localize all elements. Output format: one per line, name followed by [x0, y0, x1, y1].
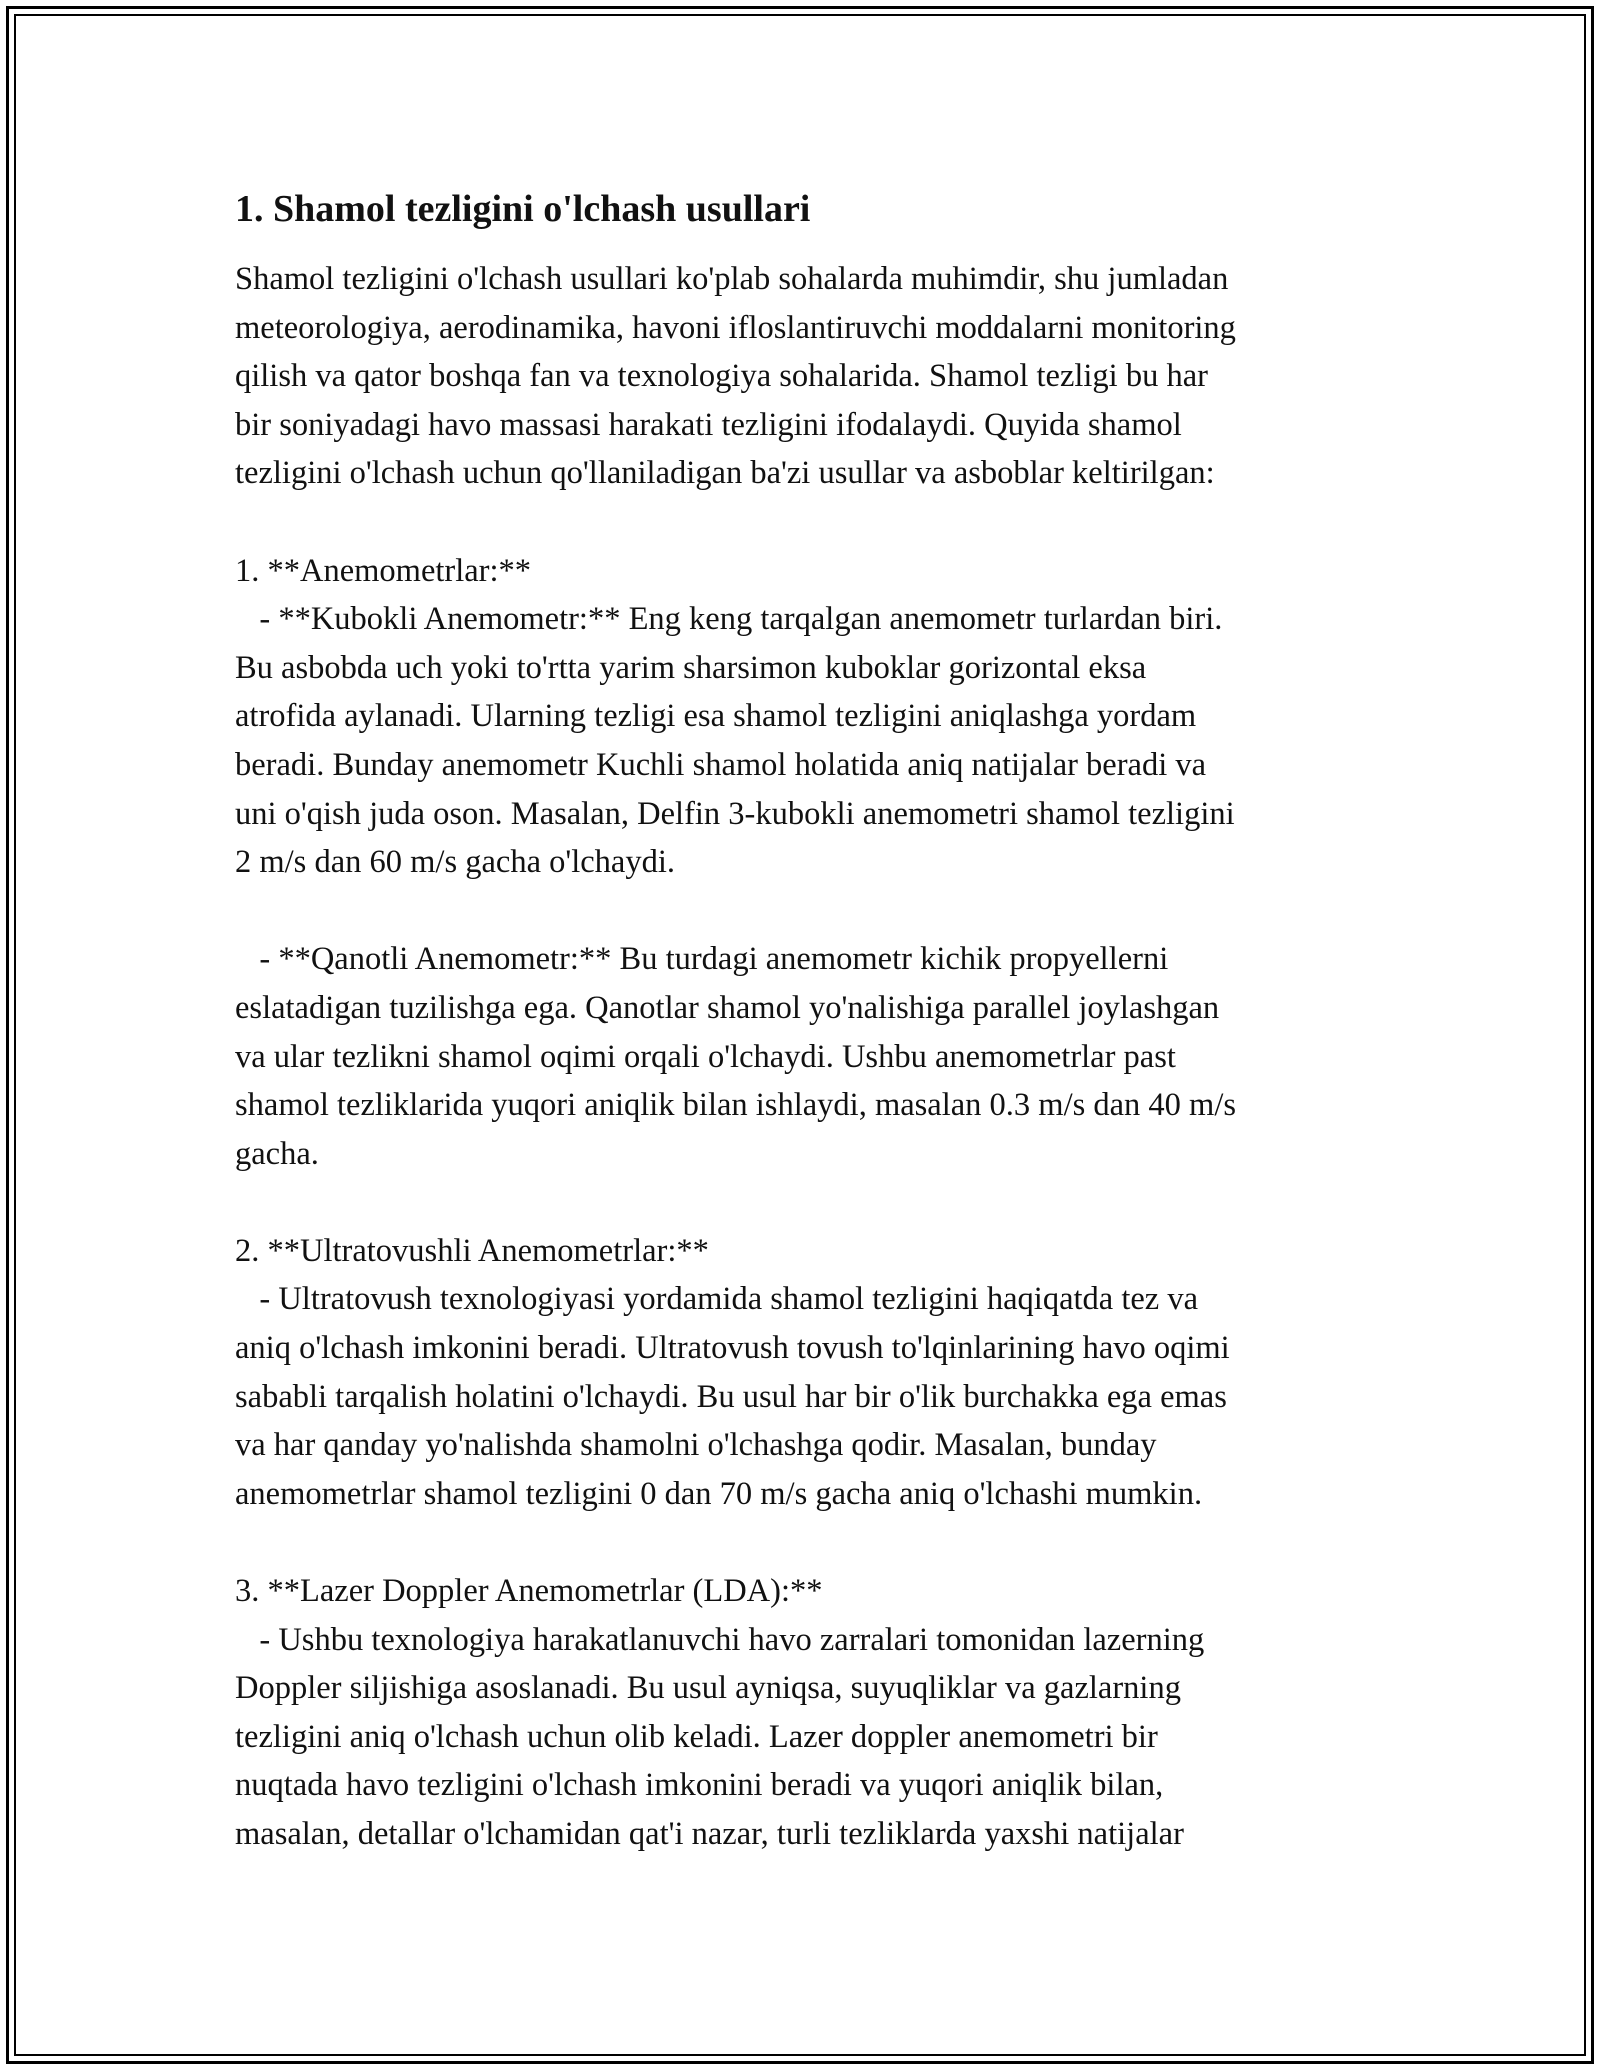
text-line: va har qanday yo'nalishda shamolni o'lchashga qodir. Masalan, bunday — [235, 1427, 1157, 1464]
text-line: nuqtada havo tezligini o'lchash imkonini beradi va yuqori aniqlik bilan, — [235, 1767, 1164, 1804]
text-line: tezligini aniq o'lchash uchun olib keladi. Lazer doppler anemometri bir — [235, 1718, 1158, 1755]
document-title: 1. Shamol tezligini o'lchash usullari — [235, 188, 811, 230]
text-line: atrofida aylanadi. Ularning tezligi esa shamol tezligini aniqlashga yordam — [235, 698, 1197, 735]
text-line: tezligini o'lchash uchun qo'llaniladigan ba'zi usullar va asboblar keltirilgan: — [235, 455, 1215, 492]
text-line: aniq o'lchash imkonini beradi. Ultratovush tovush to'lqinlarining havo oqimi — [235, 1330, 1230, 1367]
section-anemometers — [235, 547, 1375, 1179]
intro-paragraph — [235, 255, 1375, 498]
paragraph-gap — [235, 1178, 1375, 1227]
text-line: shamol tezliklarida yuqori aniqlik bilan ishlaydi, masalan 0.3 m/s dan 40 m/s — [235, 1087, 1237, 1124]
text-line: Shamol tezligini o'lchash usullari ko'plab sohalarda muhimdir, shu jumladan — [235, 261, 1229, 297]
text-line: va ular tezlikni shamol oqimi orqali o'lchaydi. Ushbu anemometrlar past — [235, 1038, 1176, 1075]
text-line: - Ushbu texnologiya harakatlanuvchi havo zarralari tomonidan lazerning — [235, 1621, 1205, 1658]
paragraph-gap — [235, 498, 1375, 547]
cup-anemometer-paragraph — [235, 595, 1375, 887]
text-line: uni o'qish juda oson. Masalan, Delfin 3-kubokli anemometri shamol tezligini — [235, 795, 1235, 832]
text-line: anemometrlar shamol tezligini 0 dan 70 m/s gacha aniq o'lchashi mumkin. — [235, 1475, 1203, 1512]
section-heading: 1. **Anemometrlar:** — [235, 552, 532, 589]
text-line: 2 m/s dan 60 m/s gacha o'lchaydi. — [235, 844, 676, 881]
section-ultrasonic — [235, 1227, 1375, 1519]
paragraph-gap — [235, 1518, 1375, 1567]
text-line: bir soniyadagi havo massasi harakati tezligini ifodalaydi. Quyida shamol — [235, 406, 1182, 443]
text-line: sababli tarqalish holatini o'lchaydi. Bu usul har bir o'lik burchakka ega emas — [235, 1378, 1227, 1415]
text-line: gacha. — [235, 1135, 319, 1172]
text-line: beradi. Bunday anemometr Kuchli shamol holatida aniq natijalar beradi va — [235, 746, 1207, 783]
section-heading: 2. **Ultratovushli Anemometrlar:** — [235, 1232, 709, 1269]
text-line: meteorologiya, aerodinamika, havoni ifloslantiruvchi moddalarni monitoring — [235, 309, 1236, 346]
vane-anemometer-paragraph — [235, 935, 1375, 1178]
text-line: - **Qanotli Anemometr:** Bu turdagi anemometr kichik propyellerni — [235, 941, 1169, 978]
document-page — [235, 185, 1375, 1859]
section-heading: 3. **Lazer Doppler Anemometrlar (LDA):** — [235, 1573, 823, 1610]
text-line: - Ultratovush texnologiyasi yordamida shamol tezligini haqiqatda tez va — [235, 1281, 1199, 1318]
text-line: - **Kubokli Anemometr:** Eng keng tarqalgan anemometr turlardan biri. — [235, 601, 1223, 638]
text-line: Doppler siljishiga asoslanadi. Bu usul ayniqsa, suyuqliklar va gazlarning — [235, 1670, 1181, 1707]
text-line: qilish va qator boshqa fan va texnologiya sohalarida. Shamol tezligi bu har — [235, 358, 1208, 395]
paragraph-gap — [235, 887, 1375, 936]
text-line: Bu asbobda uch yoki to'rtta yarim sharsimon kuboklar gorizontal eksa — [235, 649, 1147, 686]
section-laser-doppler — [235, 1567, 1375, 1859]
text-line: eslatadigan tuzilishga ega. Qanotlar shamol yo'nalishiga parallel joylashgan — [235, 989, 1220, 1026]
text-line: masalan, detallar o'lchamidan qat'i nazar, turli tezliklarda yaxshi natijalar — [235, 1816, 1184, 1852]
